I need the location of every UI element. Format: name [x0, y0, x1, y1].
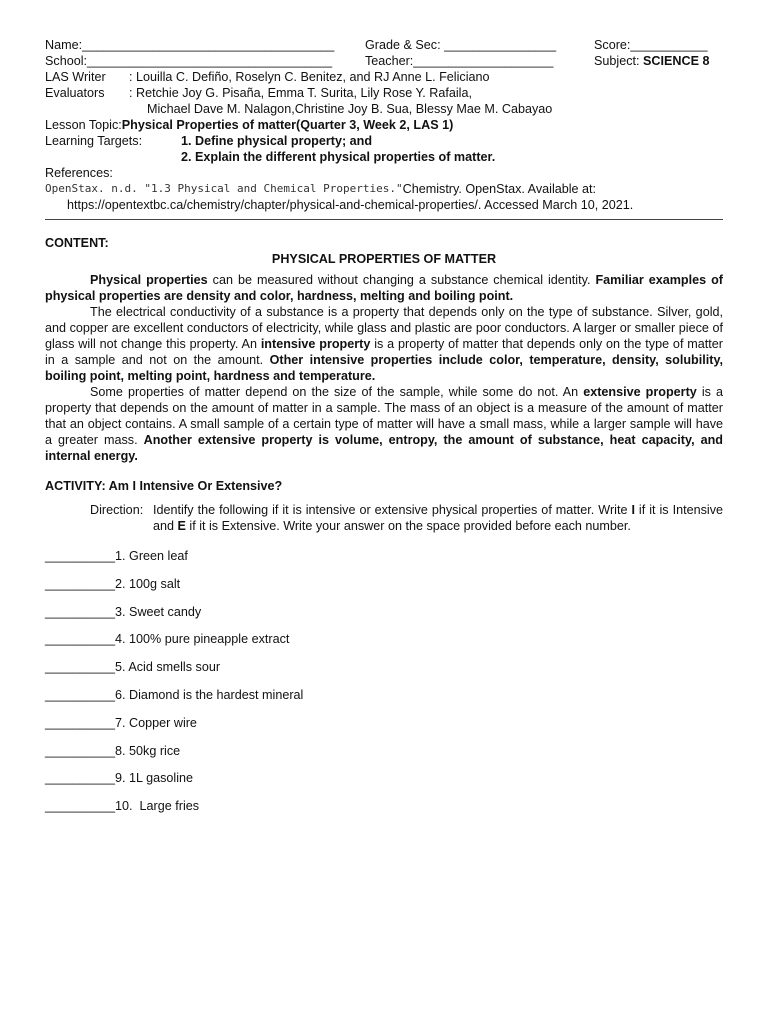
- learning-targets-label: Learning Targets:: [45, 134, 143, 148]
- activity-item[interactable]: __________8. 50kg rice: [45, 743, 181, 758]
- content-label: CONTENT:: [45, 236, 109, 250]
- grade-field[interactable]: Grade & Sec: ________________: [365, 38, 557, 52]
- evaluators-row-2: [45, 101, 723, 117]
- reference-citation: OpenStax. n.d. "1.3 Physical and Chemical Properties.": [45, 182, 403, 195]
- direction-text: Identify the following if it is intensive or extensive physical properties of matter. Write I if it is Intensive and E if it is Extensive. Write your answer on the space provided before each number.: [153, 503, 723, 533]
- evaluators-names-2: Michael Dave M. Nalagon,Christine Joy B. Sua, Blessy Mae M. Cabayao: [147, 102, 553, 116]
- reference-source: Chemistry. OpenStax. Available at:: [402, 182, 597, 196]
- header-row-2: [45, 53, 723, 69]
- activity-item[interactable]: __________5. Acid smells sour: [45, 660, 221, 675]
- score-field[interactable]: Score:___________: [594, 38, 708, 52]
- content-title: PHYSICAL PROPERTIES OF MATTER: [271, 252, 497, 266]
- paragraph-2: The electrical conductivity of a substance is a property that depends only on the type of substance. Silver, gold, and copper are excellent conductors of electricity, while glass and plastic are poor conductors. A larger or smaller piece of glass will not change this property. An intensive property is a property of matter that depends only on the type of matter in a sample and not on the amount. Other intensive properties include color, temperature, density, solubility, boiling point, melting point, hardness and temperature.: [45, 305, 724, 383]
- activity-item[interactable]: __________2. 100g salt: [45, 576, 181, 591]
- activity-item[interactable]: __________10. Large fries: [45, 799, 200, 814]
- reference-line-1: [45, 181, 723, 197]
- school-field[interactable]: School:___________________________________: [45, 54, 333, 68]
- las-writer-names: : Louilla C. Defiño, Roselyn C. Benitez, and RJ Anne L. Feliciano: [129, 70, 490, 84]
- direction-label: Direction:: [90, 503, 144, 517]
- activity-direction: [45, 502, 723, 534]
- activity-item[interactable]: __________9. 1L gasoline: [45, 771, 193, 786]
- subject-field: Subject: SCIENCE 8: [594, 54, 710, 68]
- teacher-field[interactable]: Teacher:____________________: [365, 54, 554, 68]
- paragraph-1: Physical properties can be measured without changing a substance chemical identity. Familiar examples of physical properties are density and color, hardness, melting and boiling point.: [45, 273, 723, 303]
- learning-targets-2: [45, 149, 723, 165]
- activity-items: [45, 548, 723, 826]
- evaluators-label: Evaluators: [45, 86, 105, 100]
- learning-target-1: 1. Define physical property; and: [181, 134, 373, 148]
- activity-item[interactable]: __________1. Green leaf: [45, 549, 188, 563]
- header-row-1: [45, 37, 723, 53]
- reference-line-2[interactable]: https://opentextbc.ca/chemistry/chapter/physical-and-chemical-properties/. Accessed March 10, 2021.: [67, 198, 634, 212]
- divider: [45, 219, 723, 220]
- learning-target-2: 2. Explain the different physical properties of matter.: [181, 150, 496, 164]
- references-label: References:: [45, 166, 113, 180]
- activity-title: ACTIVITY: Am I Intensive Or Extensive?: [45, 479, 283, 493]
- learning-targets: [45, 133, 723, 149]
- evaluators-names-1: : Retchie Joy G. Pisaña, Emma T. Surita, Lily Rose Y. Rafaila,: [129, 86, 472, 100]
- evaluators-row: [45, 85, 723, 101]
- paragraph-3: Some properties of matter depend on the size of the sample, while some do not. An extensive property is a property that depends on the amount of matter in a sample. The mass of an object is a measure of the amount of matter that an object contains. A small sample of a certain type of matter will have a small mass, while a larger sample will have a greater mass. Another extensive property is volume, entropy, the amount of substance, heat capacity, and internal energy.: [45, 385, 723, 463]
- name-field[interactable]: Name:____________________________________: [45, 38, 335, 52]
- las-writer-label: LAS Writer: [45, 70, 106, 84]
- lesson-topic: Lesson Topic: Physical Properties of matter(Quarter 3, Week 2, LAS 1): [45, 118, 454, 132]
- las-writer-row: [45, 69, 723, 85]
- activity-item[interactable]: __________7. Copper wire: [45, 715, 197, 730]
- lesson-topic-value: Physical Properties of matter(Quarter 3, Week 2, LAS 1): [121, 118, 454, 132]
- activity-item[interactable]: __________4. 100% pure pineapple extract: [45, 632, 290, 647]
- activity-item[interactable]: __________6. Diamond is the hardest mineral: [45, 687, 304, 702]
- activity-item[interactable]: __________3. Sweet candy: [45, 604, 202, 619]
